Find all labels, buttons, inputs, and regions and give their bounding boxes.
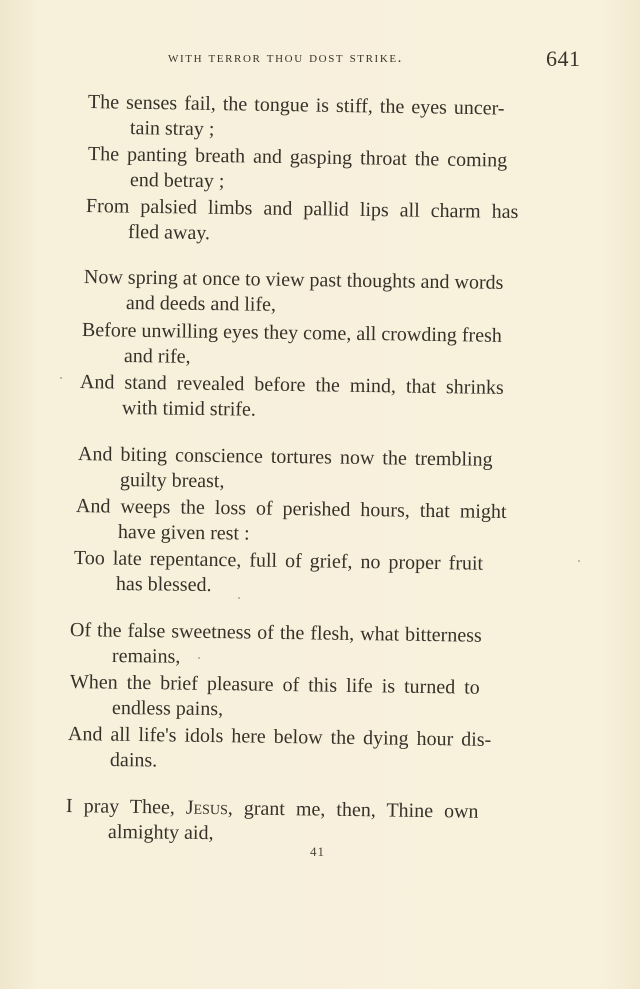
stanza4-line3-cont: dains. bbox=[109, 749, 158, 772]
page-header bbox=[168, 46, 588, 76]
paper-speck bbox=[198, 657, 200, 659]
stanza3-line1-cont: guilty breast, bbox=[119, 469, 225, 493]
paper-speck bbox=[578, 560, 580, 562]
stanza4-line2-cont: endless pains, bbox=[111, 697, 224, 721]
stanza2-line1-cont: and deeds and life, bbox=[125, 292, 277, 316]
stanza1-line2: The panting breath and gasping throat the coming bbox=[87, 143, 508, 172]
divine-name: Jesus bbox=[185, 796, 228, 820]
stanza5-line1-cont: almighty aid, bbox=[107, 821, 214, 845]
stanza2-line3-cont: with timid strife. bbox=[121, 397, 257, 421]
stanza3-line3: Too late repentance, full of grief, no proper fruit bbox=[73, 547, 484, 575]
stanza2-line2-cont: and rife, bbox=[123, 345, 191, 368]
stanza4-line1: Of the false sweetness of the flesh, what bitterness bbox=[69, 619, 482, 647]
stanza4-line3: And all life's idols here below the dying hour dis- bbox=[67, 723, 492, 751]
stanza1-line1-cont: tain stray ; bbox=[129, 117, 215, 141]
running-head: with terror thou dost strike. bbox=[168, 50, 404, 66]
stanza3-line2-cont: have given rest : bbox=[117, 521, 250, 545]
stanza1-line1: The senses fail, the tongue is stiff, the eyes uncer- bbox=[87, 91, 505, 120]
stanza5-line1-pre: I pray Thee, bbox=[65, 795, 186, 819]
stanza2-line2: Before unwilling eyes they come, all crowding fresh bbox=[81, 319, 502, 347]
paper-speck bbox=[60, 377, 62, 379]
stanza3-line3-cont: has blessed. bbox=[115, 573, 212, 596]
stanza4-line2: When the brief pleasure of this life is turned to bbox=[69, 671, 480, 699]
stanza2-line3: And stand revealed before the mind, that shrinks bbox=[79, 371, 504, 399]
stanza1-line3: From palsied limbs and pallid lips all charm has bbox=[85, 195, 519, 224]
stanza3-line2: And weeps the loss of perished hours, that might bbox=[75, 495, 507, 524]
stanza3-line1: And biting conscience tortures now the trembling bbox=[77, 443, 493, 471]
paper-speck bbox=[238, 597, 240, 599]
page-number: 641 bbox=[546, 46, 581, 71]
signature-mark: 41 bbox=[310, 844, 325, 859]
stanza4-line1-cont: remains, bbox=[111, 645, 181, 668]
stanza2-line1: Now spring at once to view past thoughts and words bbox=[83, 266, 504, 294]
stanza1-line3-cont: fled away. bbox=[127, 221, 211, 245]
stanza1-line2-cont: end betray ; bbox=[129, 169, 225, 193]
stanza5-line1-post: , grant me, then, Thine own bbox=[227, 797, 479, 823]
